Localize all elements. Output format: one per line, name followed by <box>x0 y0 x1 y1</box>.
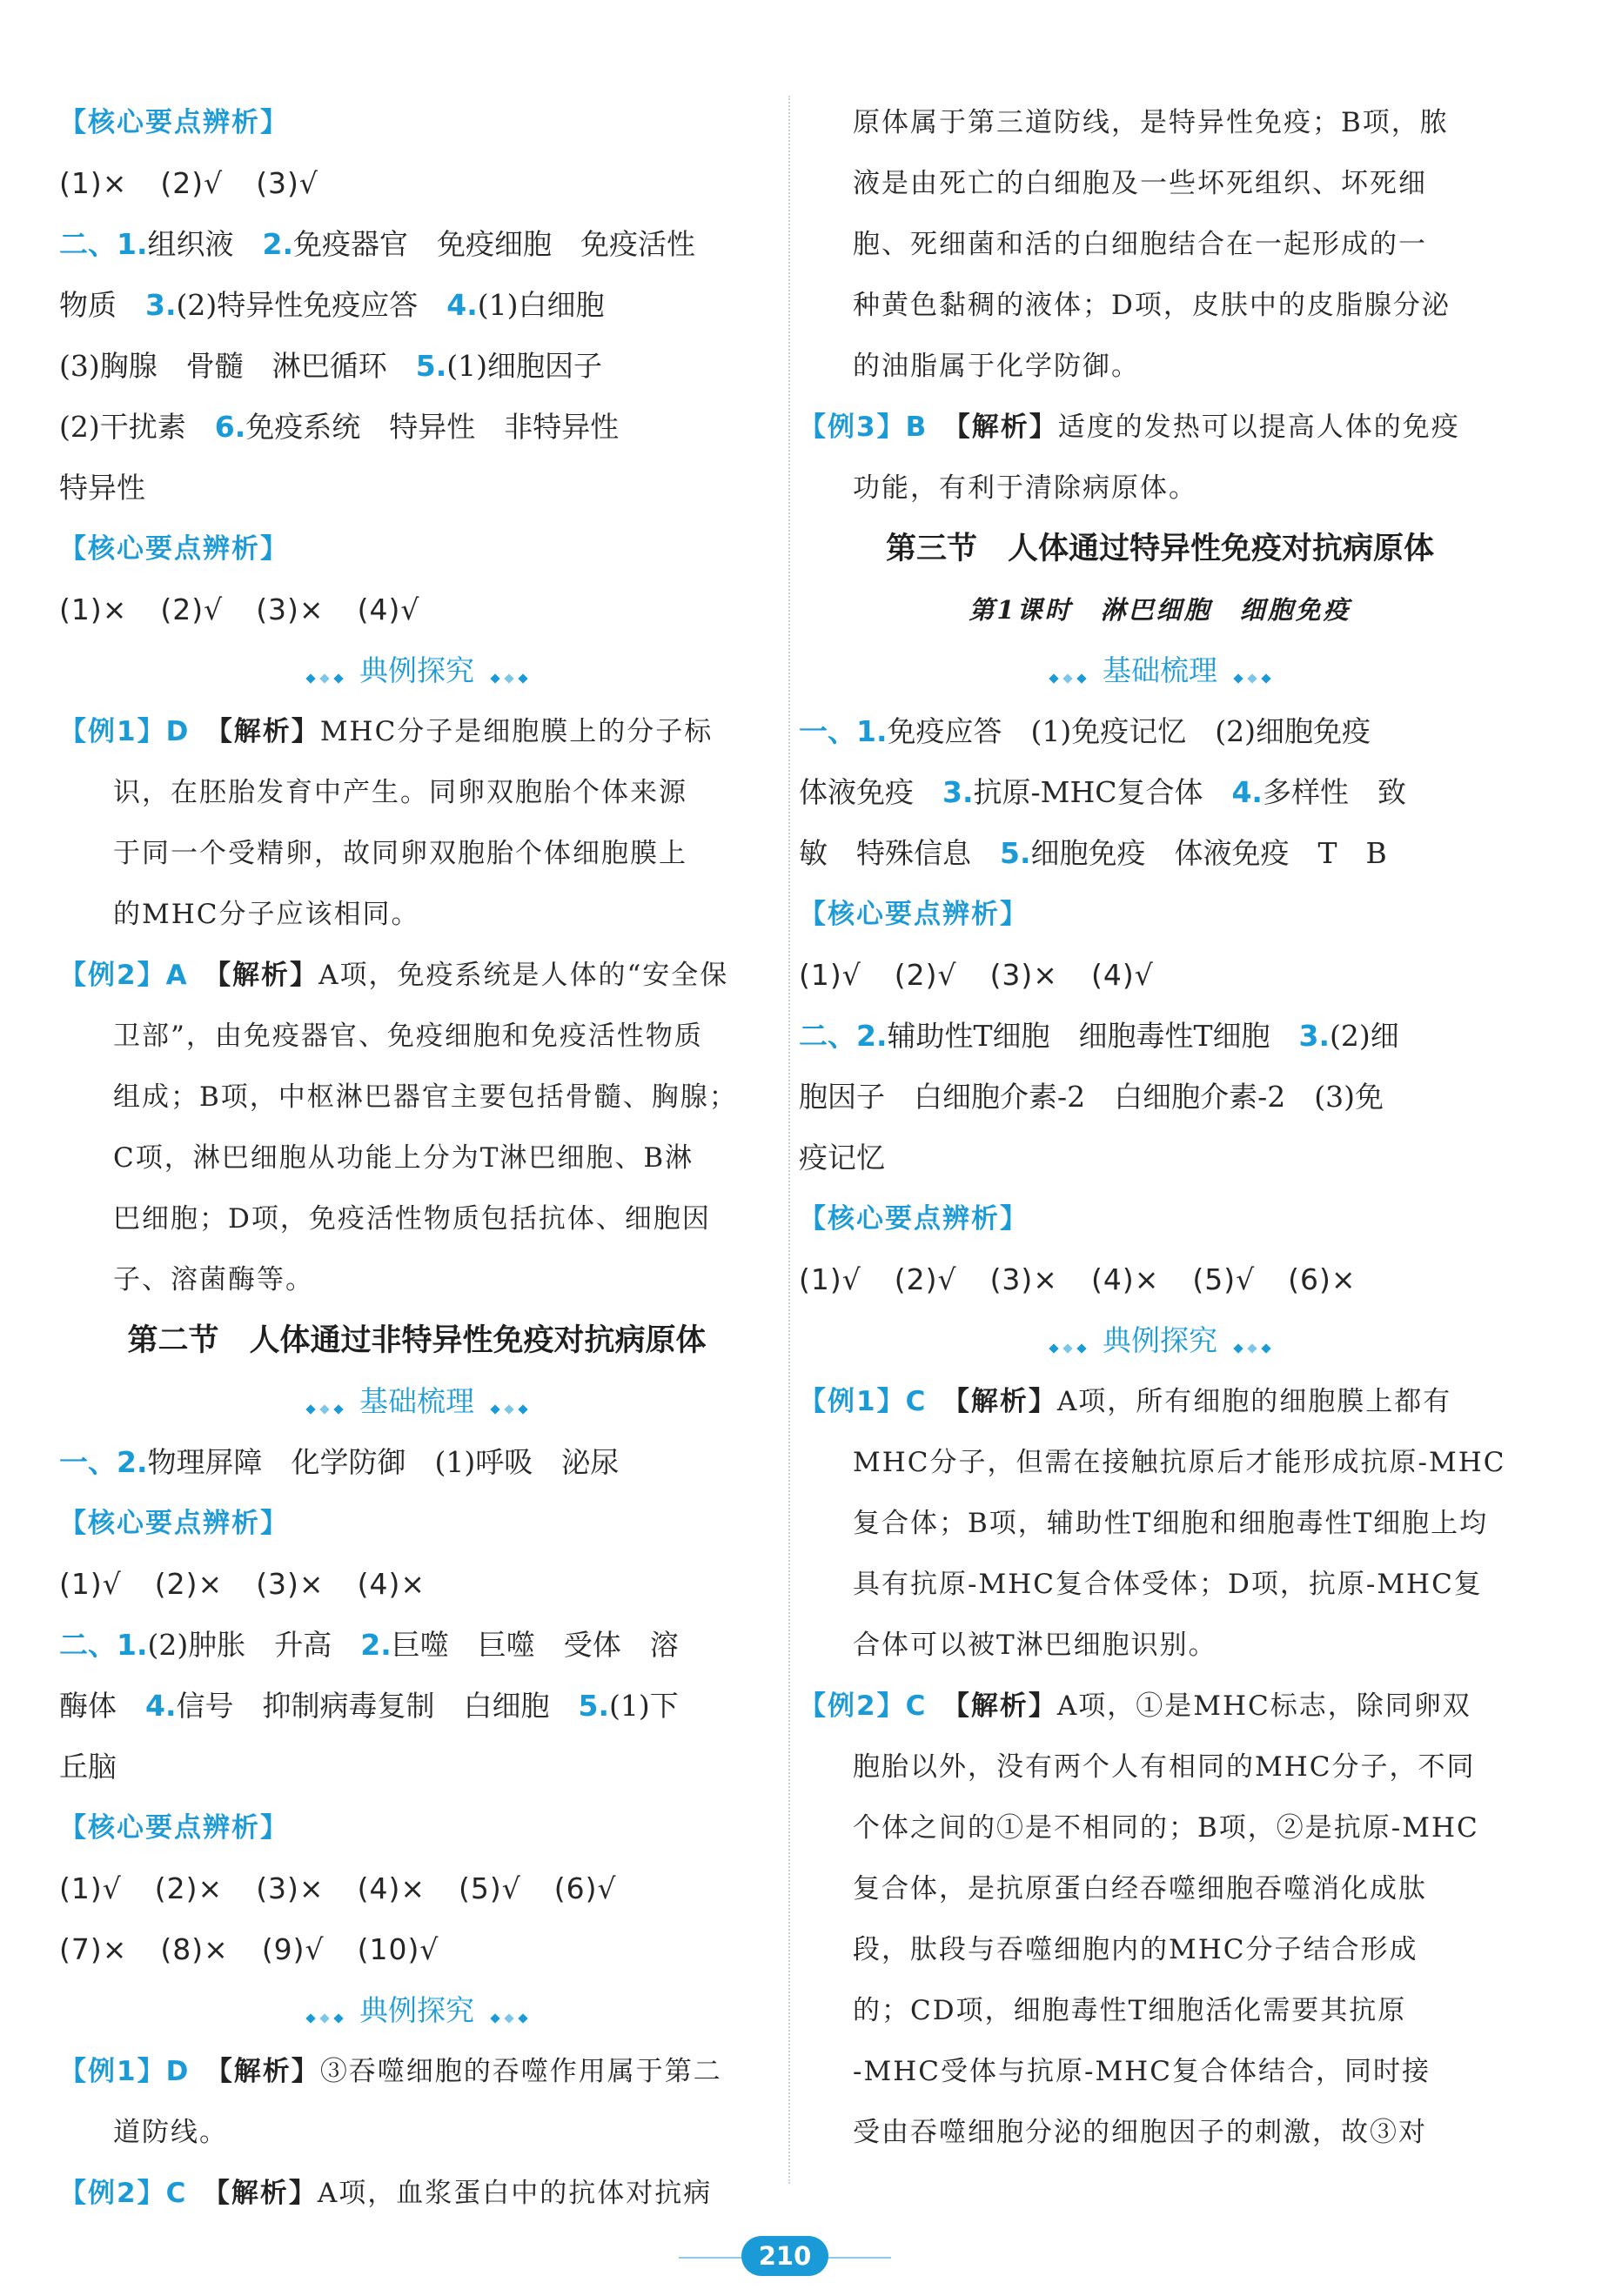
answer-row: 二、1.组织液 2.免疫器官 免疫细胞 免疫活性 <box>59 227 695 261</box>
example-line: 子、溶菌酶等。 <box>113 1264 314 1295</box>
section-heading: 【核心要点辨析】 <box>59 1508 289 1539</box>
example-line: 组成；B项，中枢淋巴器官主要包括骨髓、胸腺； <box>113 1081 738 1113</box>
answer-row: 一、1.免疫应答 (1)免疫记忆 (2)细胞免疫 <box>799 714 1371 748</box>
diamond-dots-icon <box>304 1373 345 1434</box>
subsection-heading: 基础梳理 <box>59 1371 774 1432</box>
left-column <box>59 92 774 2224</box>
subsection-heading: 典例探究 <box>59 640 774 701</box>
example-item: 【例2】A 【解析】A项，免疫系统是人体的“安全保 <box>59 960 729 991</box>
section-heading: 【核心要点辨析】 <box>59 533 289 565</box>
answer-row: 物质 3.(2)特异性免疫应答 4.(1)白细胞 <box>59 288 605 322</box>
example-line: 胞胎以外，没有两个人有相同的MHC分子，不同 <box>853 1751 1476 1783</box>
example-line: 液是由死亡的白细胞及一些坏死组织、坏死细 <box>853 168 1427 199</box>
answer-row: 二、1.(2)肿胀 升高 2.巨噬 巨噬 受体 溶 <box>59 1628 679 1662</box>
example-line: 的油脂属于化学防御。 <box>853 351 1140 382</box>
diamond-dots-icon <box>304 1982 345 2043</box>
column-divider <box>788 96 790 2184</box>
answer-row: (1)× (2)√ (3)√ <box>59 166 318 200</box>
lesson-title: 第1课时 淋巴细胞 细胞免疫 <box>969 595 1351 625</box>
example-line: 胞、死细菌和活的白细胞结合在一起形成的一 <box>853 229 1427 260</box>
footer-rule-left <box>679 2257 741 2259</box>
answer-row: 敏 特殊信息 5.细胞免疫 体液免疫 T B <box>799 836 1387 870</box>
diamond-dots-icon <box>1047 1312 1089 1373</box>
example-line: C项，淋巴细胞从功能上分为T淋巴细胞、B淋 <box>113 1142 694 1174</box>
diamond-dots-icon <box>1231 642 1273 703</box>
example-line: 复合体；B项，辅助性T细胞和细胞毒性T细胞上均 <box>853 1508 1489 1539</box>
answer-row: (1)× (2)√ (3)× (4)√ <box>59 592 420 626</box>
example-line: 复合体，是抗原蛋白经吞噬细胞吞噬消化成肽 <box>853 1873 1427 1904</box>
page-number: 210 <box>741 2236 828 2276</box>
answer-row: 特异性 <box>59 471 145 505</box>
example-line: 道防线。 <box>113 2117 228 2148</box>
example-item: 【例1】D 【解析】③吞噬细胞的吞噬作用属于第二 <box>59 2056 722 2087</box>
answer-row: (1)√ (2)√ (3)× (4)√ <box>799 958 1154 992</box>
subsection-heading: 典例探究 <box>799 1310 1521 1371</box>
section-heading: 【核心要点辨析】 <box>799 1203 1029 1235</box>
example-line: 合体可以被T淋巴细胞识别。 <box>853 1630 1217 1661</box>
section-title: 第二节 人体通过非特异性免疫对抗病原体 <box>127 1322 707 1358</box>
answer-row: 胞因子 白细胞介素-2 白细胞介素-2 (3)免 <box>799 1080 1384 1114</box>
answer-row: 丘脑 <box>59 1750 117 1784</box>
example-line: 卫部”，由免疫器官、免疫细胞和免疫活性物质 <box>113 1021 703 1052</box>
footer-rule-right <box>828 2257 891 2259</box>
example-line: 受由吞噬细胞分泌的细胞因子的刺激，故③对 <box>853 2117 1427 2148</box>
example-line: 识，在胚胎发育中产生。同卵双胞胎个体来源 <box>113 777 687 808</box>
answer-row: 疫记忆 <box>799 1141 885 1175</box>
diamond-dots-icon <box>1047 642 1089 703</box>
example-item: 【例1】D 【解析】MHC分子是细胞膜上的分子标 <box>59 716 714 747</box>
answer-row: 一、2.物理屏障 化学防御 (1)呼吸 泌尿 <box>59 1445 620 1479</box>
example-line: 段，肽段与吞噬细胞内的MHC分子结合形成 <box>853 1934 1418 1965</box>
example-line: 功能，有利于清除病原体。 <box>853 472 1197 504</box>
example-line: 的MHC分子应该相同。 <box>113 899 420 930</box>
example-line: 个体之间的①是不相同的；B项，②是抗原-MHC <box>853 1812 1479 1844</box>
example-item: 【例3】B 【解析】适度的发热可以提高人体的免疫 <box>799 412 1460 443</box>
diamond-dots-icon <box>488 1982 530 2043</box>
answer-row: 体液免疫 3.抗原-MHC复合体 4.多样性 致 <box>799 775 1406 809</box>
diamond-dots-icon <box>304 642 345 703</box>
example-item: 【例2】C 【解析】A项，①是MHC标志，除同卵双 <box>799 1690 1471 1722</box>
example-line: 种黄色黏稠的液体；D项，皮肤中的皮脂腺分泌 <box>853 290 1451 321</box>
answer-row: (1)√ (2)× (3)× (4)× (5)√ (6)√ <box>59 1871 617 1905</box>
diamond-dots-icon <box>1231 1312 1273 1373</box>
section-heading: 【核心要点辨析】 <box>799 899 1029 930</box>
subsection-heading: 基础梳理 <box>799 640 1521 701</box>
example-line: -MHC受体与抗原-MHC复合体结合，同时接 <box>853 2056 1431 2087</box>
example-line: 具有抗原-MHC复合体受体；D项，抗原-MHC复 <box>853 1569 1483 1600</box>
diamond-dots-icon <box>488 642 530 703</box>
answer-row: 酶体 4.信号 抑制病毒复制 白细胞 5.(1)下 <box>59 1689 679 1723</box>
answer-row: (2)干扰素 6.免疫系统 特异性 非特异性 <box>59 410 620 444</box>
example-line: 巴细胞；D项，免疫活性物质包括抗体、细胞因 <box>113 1203 711 1235</box>
section-heading: 【核心要点辨析】 <box>59 1812 289 1844</box>
section-title: 第三节 人体通过特异性免疫对抗病原体 <box>885 531 1434 566</box>
section-heading: 【核心要点辨析】 <box>59 107 289 138</box>
page-footer <box>0 2227 1602 2279</box>
example-item: 【例2】C 【解析】A项，血浆蛋白中的抗体对抗病 <box>59 2178 713 2209</box>
right-column <box>799 92 1521 2163</box>
answer-row: (1)√ (2)× (3)× (4)× <box>59 1567 426 1601</box>
answer-row: (1)√ (2)√ (3)× (4)× (5)√ (6)× <box>799 1262 1357 1296</box>
example-line: MHC分子，但需在接触抗原后才能形成抗原-MHC <box>853 1447 1506 1478</box>
answer-row: (7)× (8)× (9)√ (10)√ <box>59 1932 439 1966</box>
example-line: 的；CD项，细胞毒性T细胞活化需要其抗原 <box>853 1995 1407 2026</box>
subsection-heading: 典例探究 <box>59 1980 774 2041</box>
answer-row: (3)胸腺 骨髓 淋巴循环 5.(1)细胞因子 <box>59 349 602 383</box>
example-line: 于同一个受精卵，故同卵双胞胎个体细胞膜上 <box>113 838 687 869</box>
example-line: 原体属于第三道防线，是特异性免疫；B项，脓 <box>853 107 1449 138</box>
diamond-dots-icon <box>488 1373 530 1434</box>
answer-row: 二、2.辅助性T细胞 细胞毒性T细胞 3.(2)细 <box>799 1019 1399 1053</box>
example-item: 【例1】C 【解析】A项，所有细胞的细胞膜上都有 <box>799 1386 1452 1417</box>
